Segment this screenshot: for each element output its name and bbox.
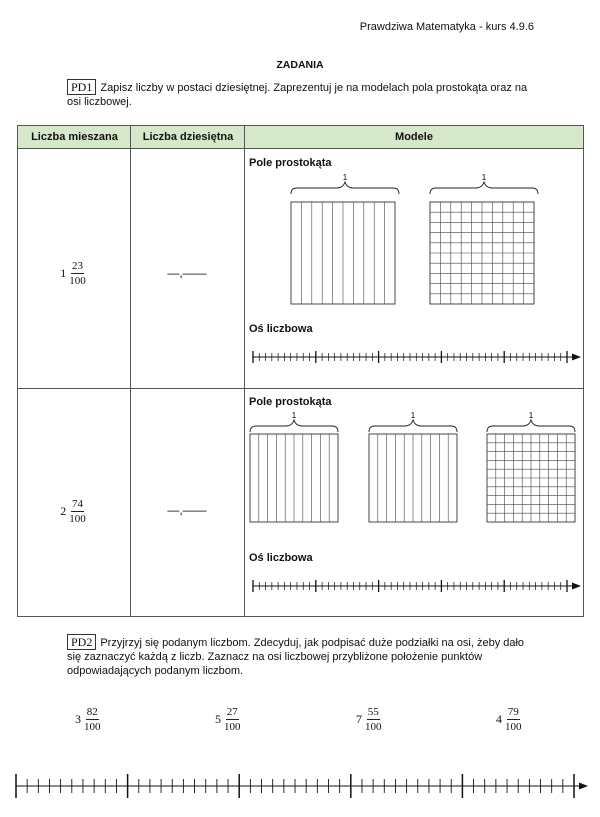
brace-label: 1	[481, 173, 487, 182]
brace	[487, 420, 575, 432]
denominator: 100	[69, 513, 86, 525]
brace-label: 1	[291, 411, 297, 420]
table-row	[17, 498, 130, 525]
numerator: 55	[367, 706, 379, 718]
denominator: 100	[505, 721, 522, 733]
denominator: 100	[84, 721, 101, 733]
number-line[interactable]	[253, 351, 581, 363]
whole-part: 5	[215, 712, 221, 726]
tenths-area-model[interactable]	[369, 434, 457, 522]
whole-part: 3	[75, 712, 81, 726]
brace-label: 1	[410, 411, 416, 420]
header-models: Modele	[395, 131, 433, 143]
denominator: 100	[69, 275, 86, 287]
whole-part: 1	[60, 266, 67, 280]
axis-arrow-icon	[572, 583, 581, 590]
brace	[250, 420, 338, 432]
brace-label: 1	[342, 173, 348, 182]
numerator: 82	[86, 706, 98, 718]
row2-models	[245, 407, 583, 612]
course-header: Prawdziwa Matematyka - kurs 4.9.6	[359, 21, 534, 33]
row-divider	[17, 388, 584, 389]
table-header	[17, 125, 584, 149]
brace	[369, 420, 457, 432]
tenths-area-model[interactable]	[250, 434, 338, 522]
whole-part: 7	[356, 712, 362, 726]
denominator: 100	[365, 721, 382, 733]
pd2-instruction: Przyjrzyj się podanym liczbom. Zdecyduj, jak podpisać duże podziałki na osi, żeby dało się zaznaczyć każdą z liczb. Zaznacz na osi liczbowej przybliżone położenie punktów odpowiadających podanym liczbom.	[67, 637, 525, 677]
area-model-label: Pole prostokąta	[249, 157, 332, 169]
hundredths-area-model[interactable]	[430, 202, 534, 304]
number-line-label: Oś liczbowa	[249, 323, 313, 335]
pd2-badge: PD2	[67, 634, 96, 650]
whole-part: 2	[60, 504, 67, 518]
hundredths-area-model[interactable]	[487, 434, 575, 522]
table-row	[17, 260, 130, 287]
axis-arrow-icon	[579, 783, 588, 790]
row1-models	[245, 170, 583, 380]
brace-label: 1	[528, 411, 534, 420]
pd2-number-line-area	[0, 770, 600, 806]
whole-part: 4	[496, 712, 502, 726]
header-decimal: Liczba dziesiętna	[142, 131, 234, 143]
area-model-label: Pole prostokąta	[249, 396, 332, 408]
pd2-number	[215, 706, 242, 733]
table-divider	[130, 125, 131, 617]
numerator: 27	[226, 706, 238, 718]
mixed-number	[60, 498, 87, 525]
tenths-area-model[interactable]	[291, 202, 395, 304]
decimal-answer-blank[interactable]: —,——	[167, 503, 207, 517]
brace	[291, 182, 399, 194]
numerator: 74	[72, 498, 83, 510]
page-title: ZADANIA	[276, 59, 324, 71]
pd1-badge: PD1	[67, 79, 96, 95]
numerator: 79	[507, 706, 519, 718]
pd2-number	[75, 706, 102, 733]
pd1-instruction: Zapisz liczby w postaci dziesiętnej. Zaprezentuj je na modelach pola prostokąta oraz na osi liczbowej.	[67, 82, 528, 108]
denominator: 100	[224, 721, 241, 733]
brace	[430, 182, 538, 194]
numerator: 23	[72, 260, 83, 272]
number-line[interactable]	[253, 580, 581, 592]
pd2-number	[496, 706, 523, 733]
axis-arrow-icon	[572, 354, 581, 361]
decimal-answer-blank[interactable]: —,——	[167, 266, 207, 280]
mixed-number	[60, 260, 87, 287]
pd2-number	[356, 706, 383, 733]
number-line-label: Oś liczbowa	[249, 552, 313, 564]
pd2-number-line[interactable]	[16, 774, 588, 798]
pd1-instruction-block	[67, 79, 537, 109]
header-mixed-number: Liczba mieszana	[31, 131, 118, 143]
pd2-instruction-block	[67, 634, 537, 678]
